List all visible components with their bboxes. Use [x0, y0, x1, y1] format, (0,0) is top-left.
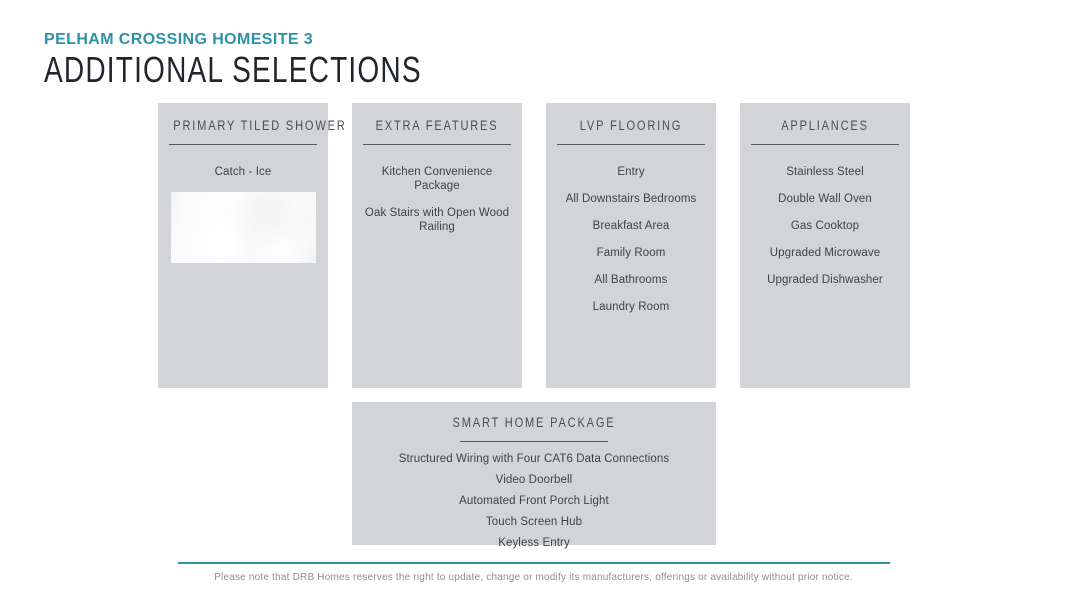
card-title: SMART HOME PACKAGE	[452, 415, 616, 430]
selection-item: Structured Wiring with Four CAT6 Data Connections	[398, 453, 670, 465]
card-lvp-flooring	[546, 103, 716, 388]
selection-item: Touch Screen Hub	[485, 516, 583, 528]
selection-item: Keyless Entry	[498, 537, 570, 549]
card-items	[546, 145, 716, 314]
selection-item: Kitchen Convenience Package	[381, 166, 493, 192]
card-extra-features	[352, 103, 522, 388]
selection-item: Gas Cooktop	[790, 220, 860, 232]
selection-item: Upgraded Microwave	[769, 247, 881, 259]
card-title: PRIMARY TILED SHOWER	[173, 118, 347, 133]
card-primary-tiled-shower	[158, 103, 347, 388]
selection-item: All Downstairs Bedrooms	[565, 193, 697, 205]
selection-item: Catch - Ice	[214, 166, 272, 178]
selection-item: Double Wall Oven	[778, 193, 872, 205]
card-smart-home-package	[352, 402, 716, 549]
card-title: EXTRA FEATURES	[375, 118, 499, 133]
selection-item: Video Doorbell	[495, 474, 573, 486]
page-title: ADDITIONAL SELECTIONS	[44, 49, 422, 90]
selection-item: Upgraded Dishwasher	[767, 274, 883, 286]
selection-cards-row	[158, 103, 910, 388]
selection-item: Stainless Steel	[786, 166, 864, 178]
card-appliances	[740, 103, 910, 388]
card-items	[158, 145, 328, 179]
selection-item: All Bathrooms	[594, 274, 668, 286]
card-title: LVP FLOORING	[579, 118, 683, 133]
selection-item: Oak Stairs with Open Wood Railing	[364, 207, 510, 233]
card-items	[740, 145, 910, 287]
selection-item: Breakfast Area	[592, 220, 670, 232]
selection-item: Entry	[617, 166, 645, 178]
project-name: PELHAM CROSSING HOMESITE 3	[44, 31, 314, 48]
card-items	[352, 145, 522, 234]
selection-item: Family Room	[596, 247, 666, 259]
header	[44, 30, 528, 89]
footer-divider-rule	[178, 562, 890, 564]
selection-item: Automated Front Porch Light	[459, 495, 609, 507]
card-title: APPLIANCES	[781, 118, 869, 133]
footer-disclaimer-note: Please note that DRB Homes reserves the right to update, change or modify its manufacturers, offerings or availability without prior notice.	[214, 572, 853, 583]
tile-swatch-image	[171, 192, 316, 263]
selection-item: Laundry Room	[592, 301, 670, 313]
card-items	[352, 442, 716, 550]
